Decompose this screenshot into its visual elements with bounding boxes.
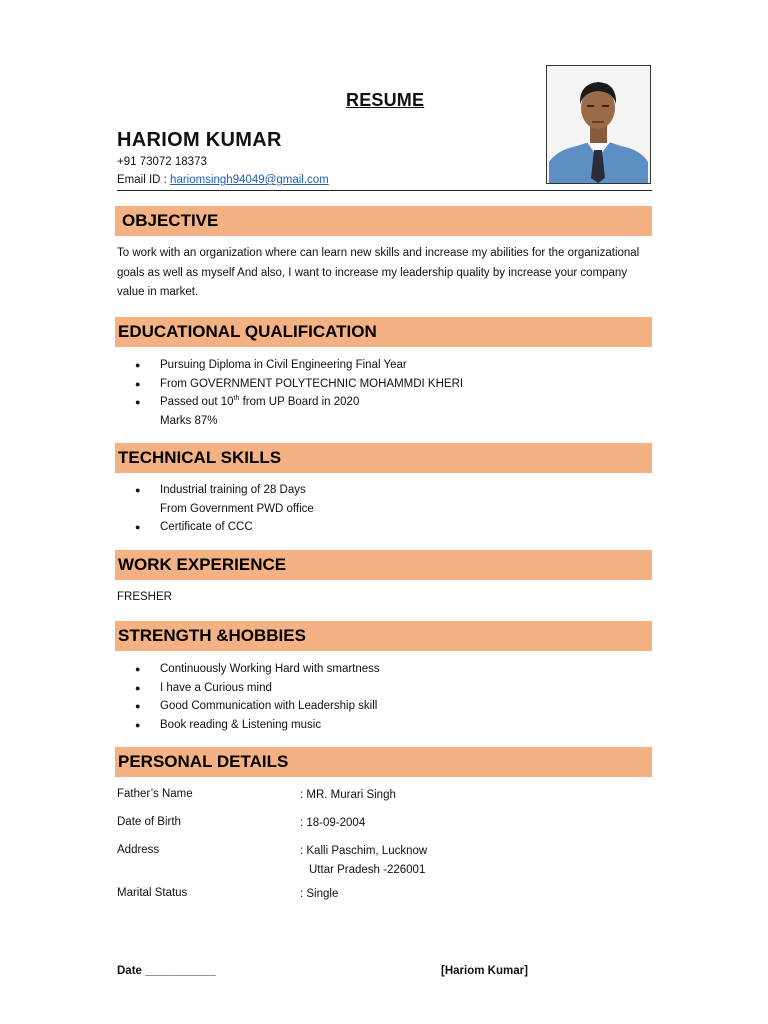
date-line: Date ___________ bbox=[117, 965, 216, 977]
bullet-icon: ● bbox=[135, 682, 141, 693]
list-item: ● I have a Curious mind bbox=[135, 679, 380, 698]
education-list bbox=[135, 356, 463, 430]
objective-text: To work with an organization where can learn new skills and increase my abilities for the organizational goals as well as myself And also, I want to increase my leadership quality by increase your company value in market. bbox=[117, 247, 640, 298]
list-item: ● Industrial training of 28 Days From Government PWD office bbox=[135, 481, 314, 518]
email-line bbox=[117, 174, 329, 186]
address-value bbox=[300, 842, 427, 879]
personal-heading: PERSONAL DETAILS bbox=[118, 752, 289, 771]
bullet-icon: ● bbox=[135, 522, 141, 532]
personal-heading-bar bbox=[115, 747, 652, 777]
father-name-label: Father’s Name bbox=[117, 788, 193, 800]
technical-list bbox=[135, 481, 314, 537]
list-item: ● Certificate of CCC bbox=[135, 518, 314, 537]
list-item: ● Continuously Working Hard with smartness bbox=[135, 660, 380, 679]
list-item: ● Pursuing Diploma in Civil Engineering Final Year bbox=[135, 356, 463, 375]
strength-heading: STRENGTH &HOBBIES bbox=[118, 626, 306, 645]
strength-heading-bar bbox=[115, 621, 652, 651]
dob-value: : 18-09-2004 bbox=[300, 817, 366, 829]
header-divider bbox=[117, 190, 652, 191]
bullet-icon: ● bbox=[135, 397, 141, 407]
objective-heading-bar bbox=[115, 206, 652, 236]
profile-photo bbox=[546, 65, 651, 184]
list-item: ● From GOVERNMENT POLYTECHNIC MOHAMMDI KHERI bbox=[135, 375, 463, 394]
address-line-2: Uttar Pradesh -226001 bbox=[309, 863, 426, 876]
strength-list bbox=[135, 660, 380, 734]
address-line-1: : Kalli Paschim, Lucknow bbox=[300, 845, 428, 857]
email-link[interactable]: hariomsingh94049@gmail.com bbox=[170, 174, 329, 186]
list-item: ● Passed out 10th from UP Board in 2020 Marks 87% bbox=[135, 393, 463, 430]
resume-title: RESUME bbox=[346, 90, 425, 110]
profile-photo-image bbox=[547, 66, 650, 183]
list-item: ● Book reading & Listening music bbox=[135, 716, 380, 735]
bullet-icon: ● bbox=[135, 719, 141, 730]
address-label: Address bbox=[117, 844, 160, 856]
bullet-icon: ● bbox=[135, 664, 141, 674]
bullet-icon: ● bbox=[135, 701, 141, 711]
list-item: ● Good Communication with Leadership skill bbox=[135, 697, 380, 716]
technical-heading-bar bbox=[115, 443, 652, 473]
phone-number: +91 73072 18373 bbox=[117, 156, 207, 168]
education-heading: EDUCATIONAL QUALIFICATION bbox=[118, 322, 377, 341]
bullet-icon: ● bbox=[135, 378, 141, 389]
objective-heading: OBJECTIVE bbox=[122, 211, 219, 230]
candidate-name: HARIOM KUMAR bbox=[117, 129, 282, 151]
work-text: FRESHER bbox=[117, 591, 172, 603]
work-heading: WORK EXPERIENCE bbox=[118, 555, 287, 574]
dob-label: Date of Birth bbox=[117, 816, 181, 828]
marks-text: Marks 87% bbox=[160, 414, 218, 427]
bullet-icon: ● bbox=[135, 485, 141, 495]
email-label: Email ID : bbox=[117, 174, 171, 186]
education-heading-bar bbox=[115, 317, 652, 347]
marital-status-label: Marital Status bbox=[117, 887, 188, 899]
marital-status-value: : Single bbox=[300, 888, 339, 900]
signature-name: [Hariom Kumar] bbox=[441, 965, 528, 977]
father-name-value: : MR. Murari Singh bbox=[300, 789, 396, 801]
bullet-icon: ● bbox=[135, 360, 141, 370]
work-heading-bar bbox=[115, 550, 652, 580]
technical-heading: TECHNICAL SKILLS bbox=[118, 448, 282, 467]
training-source-text: From Government PWD office bbox=[160, 502, 314, 515]
